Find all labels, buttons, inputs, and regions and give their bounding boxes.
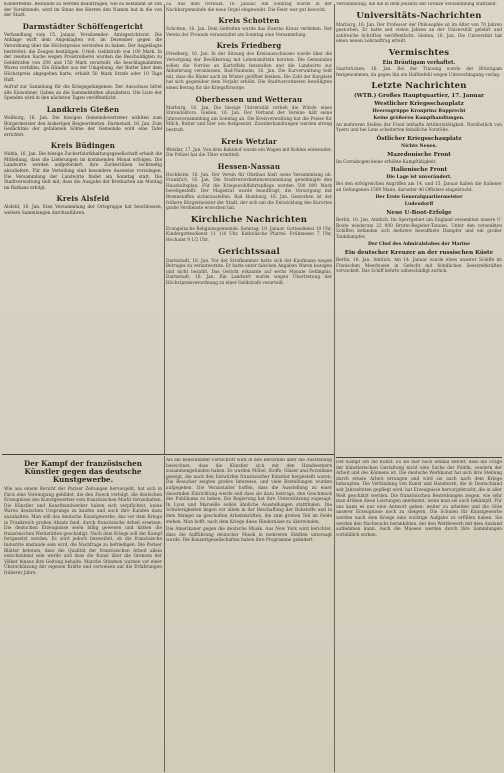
subheading: Mazedonische Front xyxy=(387,151,451,158)
article-text: ca. Aus dem Ostwald, 16. Januar. Am Sonntag wurde in der Nachbargemeinde die neue Orgel eingeweiht. Die Feier war gut besucht. xyxy=(166,2,332,13)
article-text: Im Cernabogen keine erhöhte Kampftätigkeit. xyxy=(336,159,437,165)
section-heading: Landkreis Gießen xyxy=(46,104,120,114)
bold-line: Heeresgruppe Kronprinz Rupprecht xyxy=(372,109,466,115)
feuilleton-middle xyxy=(166,458,332,771)
feuilleton-title: Der Kampf der französischen Künstler gegen das deutsche Kunstgewerbe. xyxy=(24,459,142,484)
section-heading: Kreis Schotten xyxy=(218,16,280,26)
column-rule xyxy=(334,4,335,458)
section-heading: Kreis Wetzlar xyxy=(221,136,277,146)
section-rule xyxy=(2,454,334,455)
bold-line: Der Erste Generalquartiermeister xyxy=(375,195,463,201)
article-text: Friedberg, 16. Jan. In der Sitzung des Kreisausschusses wurde über die Versorgung der Bevölkerung mit Lebensmitteln beraten. Die Gemeinden sollen die Vorräte an Kartoffeln feststellen und die Landwirte zur Ablieferung veranlassen. Bad-Nauheim, 16. Jan. Die Kurverwaltung teilt mit, dass die Bäder auch im Winter geöffnet bleiben. Die Zahl der Kurgäste hat sich gegenüber dem Vorjahr erhöht. Die Stadtverordneten bewilligten einen Betrag für die Kriegsfürsorge. xyxy=(166,52,332,91)
article-text: Nidda, 16. Jan. Die hiesige Zuckerfabrikhaltungsgesellschaft erhielt die Mitteilung, dass die Lieferungen im kommenden Monat erfolgen. Die Landwirte werden aufgefordert, ihre Zuckerrüben rechtzeitig abzuliefern. Für die Verteilung sind besondere Ausweise vorzulegen. Die Versammlung der Landwirte findet am Sonntag statt. Die Stadtverwaltung teilt mit, dass die Ausgabe der Brotkarten am Montag im Rathaus erfolgt. xyxy=(4,152,162,191)
subheading: Ein Bräutigam verhaftet. xyxy=(382,59,456,66)
subheading: Ein deutscher Kreuzer an der russischen Küste xyxy=(344,250,494,257)
section-heading: Vermischtes xyxy=(388,47,450,58)
section-heading: Kreis Alsfeld xyxy=(56,194,110,204)
article-text: Verhandlung vom 15. Januar, Vorsitzender: Amtsgerichtsrat. Die Anklage wirft dem Angeklagten vor, im Dezember gegen die Verordnung über die Höchstpreise verstoßen zu haben. Der Angeklagte bestreitet; die Zeugen bestätigen. Urteil: Geldstrafe von 100 Mark. In der zweiten Sache wegen Preistreiberei wurden die Beschuldigten zu Geldstrafen von 200 und 150 Mark verurteilt; die beschlagnahmten Waren verfallen. Ein Händler aus der Umgebung, der Butter über dem Höchstpreis abgegeben hatte, erhielt 50 Mark Strafe oder 10 Tage Haft. xyxy=(4,32,162,83)
bold-line: Keine größeren Kampfhandlungen. xyxy=(373,115,465,121)
article-text: An mehreren Stellen der Front lebhafte Artillerietätigkeit. Nordöstlich von Ypern und bei Lens scheiterten feindliche Vorstöße. xyxy=(336,122,502,134)
article-text: Hochheim, 16. Jan. Der Verein für Obstbau hielt seine Versammlung ab. Frankfurt, 16. Jan. Die Stadtverordnetenversammlung genehmigte den Haushaltsplan. Für die Kriegswohlfahrtspflege werden 500 000 Mark bereitgestellt. Der Magistrat wurde beauftragt, die Versorgung mit Brennstoffen sicherzustellen. Bad Homburg, 16. Jan. Gestorben ist der frühere Bürgermeister der Stadt, der sich um die Entwicklung des Kurortes große Verdienste erworben hat. xyxy=(166,172,332,212)
section-heading: Universitäts-Nachrichten xyxy=(356,10,482,21)
subheading: Östlicher Kriegsschauplatz xyxy=(376,135,462,142)
article-text: Versammlung, die die in dem jenseits der Grenze Versammlung stattfand. xyxy=(336,2,497,7)
article-text: Weilburg, 16. Jan. Die hiesigen Gemeindevertreter wählten zum Bürgermeister den bisherigen Beigeordneten. Darmstadt, 16. Jan. Zum Gedächtnis der gefallenen Söhne der Gemeinde wird eine Tafel errichtet. xyxy=(4,115,162,138)
column-rule xyxy=(334,458,335,772)
article-text: Bei den erfolgreichen Angriffen am 14. und 15. Januar haben die Italiener an Gefangenen 1500 Mann, darunter 40 Offiziere eingebracht. xyxy=(336,182,502,193)
column-rule xyxy=(164,456,165,772)
section-heading: Darmstädter Schöffengericht xyxy=(22,21,144,31)
section-heading: Kreis Büdingen xyxy=(50,141,116,151)
article-text: Wie aus einem Bericht der Pariser Zeitungen hervorgeht, hat sich in Paris eine Vereinigung gebildet, die den Zweck verfolgt, die deutschen Erzeugnisse des Kunstgewerbes vom französischen Markt fernzuhalten. Die Künstler und Kunsthandwerker haben sich verpflichtet, keine Waren deutschen Ursprungs zu kaufen und auch ihre Kunden dazu anzuhalten. Man will das deutsche Kunstgewerbe, das vor dem Kriege in Frankreich großen Absatz fand, durch französische Arbeit ersetzen. Die deutschen Erzeugnisse seien billig gewesen und hätten die französischen Werkstätten geschädigt. Nach dem Kriege soll der Kampf fortgesetzt werden. Es wird jedoch bezweifelt, ob die französische Industrie imstande sein wird, die Nachfrage zu befriedigen. Die Pariser Blätter betonen, dass die Qualität der französischen Arbeit allein entscheidend sein werde und dass die Kunst über die Grenzen der Völker hinaus ihre Geltung behalte. Manche Stimmen warnen vor einer Überschätzung der eigenen Kräfte und verweisen auf die Erfahrungen früherer Jahre. xyxy=(4,487,162,576)
article-text: Die Amerikaner gegen die deutsche Musik. Aus New York wird berichtet, dass die Aufführung deutscher Musik in mehreren Städten untersagt wurde. Die Konzertgesellschaften haben ihre Programme geändert. xyxy=(166,527,332,544)
article-text: Schotten, 16. Jan. Dem Gefreiten wurde das Eiserne Kreuz verliehen. Der Verein der Freunde veranstaltet am Sonntag eine Versammlung. xyxy=(166,27,332,38)
feuilleton-left xyxy=(4,458,162,771)
article-text: Aufruf zur Sammlung für die Kriegsgefangenen. Der Ausschuss bittet alle Einwohner, Gaben an die Sammelstellen abzuliefern. Die Liste der Spenden wird in den nächsten Tagen veröffentlicht. xyxy=(4,85,162,102)
section-heading: Letzte Nachrichten xyxy=(371,81,467,92)
bold-line: Die Lage ist unverändert. xyxy=(386,175,452,181)
subheading: Italienische Front xyxy=(390,167,448,174)
article-text: Marburg, 16. Jan. Der Professor der Philosophie ist im Alter von 70 Jahren gestorben. Er hatte seit vielen Jahren an der Universität gelehrt und zahlreiche Schriften veröffentlicht. Gießen, 16. Jan. Die Universität hat einen neuen Lehrauftrag erteilt. xyxy=(336,22,502,45)
article-text: Wetzlar, 17. Jan. Von dem Bahnhof wurde ein Wagen mit Kohlen entwendet. Die Polizei hat die Täter ermittelt. xyxy=(166,147,332,159)
feuilleton-right xyxy=(336,460,502,771)
article-text: Saarbrücken, 16. Jan. Bei der Trauung wurde der Bräutigam festgenommen, da gegen ihn ein Haftbefehl wegen Unterschlagung vorlag. xyxy=(336,66,502,78)
column-right xyxy=(336,2,502,456)
column-rule xyxy=(164,4,165,455)
bold-line: Nichts Neues. xyxy=(401,143,437,149)
section-heading: Gerichtssaal xyxy=(218,246,280,257)
article-text: Evangelische Religionsgemeinde. Sonntag, 19. Januar: Gottesdienst 10 Uhr, Kindergottesdienst 11 1/4 Uhr. Katholische Pfarrei: Frühmesse 7 Uhr, Hochamt 9 1/2 Uhr. xyxy=(166,226,332,244)
article-text: Als ein bedeutender Fortschritt wird in den Berichten über die Ausstellung bezeichnet, dass die Künstler sich mit den Handwerkern zusammengefunden haben. Es wurden Möbel, Stoffe, Gläser und Porzellane gezeigt, die nach den Entwürfen französischer Künstler hergestellt waren. Die Besucher zeigten großes Interesse, und viele Bestellungen wurden aufgegeben. Die Veranstalter hoffen, dass die Ausstellung zu einer dauernden Einrichtung werde und dass sie dazu beitrage, den Geschmack des Publikums zu heben. Die Regierung hat ihre Unterstützung zugesagt. In Lyon und Marseille sollen ähnliche Ausstellungen stattfinden. Die Schwierigkeiten liegen vor allem in der Beschaffung der Rohstoffe und in dem Mangel an geschulten Arbeitskräften, die zum großen Teil im Felde stehen. Man hofft, nach dem Kriege diese Hindernisse zu überwinden. xyxy=(166,458,332,525)
column-left xyxy=(4,2,162,453)
bold-line: Der Chef des Admiralstabes der Marine xyxy=(368,242,470,248)
section-heading: Hessen-Nassau xyxy=(217,161,281,171)
section-rule xyxy=(336,457,502,458)
section-heading: Kreis Friedberg xyxy=(216,41,282,51)
article-text: Alsfeld, 16. Jan. Eine Versammlung der Ortsgruppe hat beschlossen, weitere Sammlungen durchzuführen. xyxy=(4,205,162,217)
article-text: Der Kampf um die Kunst. Es sei hier noch einmal betont, dass die Frage der künstlerischen Gestaltung nicht eine Sache der Politik, sondern der Arbeit und des Könnens ist. Die deutsche Werkkunst hat sich ihre Stellung durch ernste Arbeit errungen und wird sie auch nach dem Kriege behaupten. Die Verbindung von Kunst und Handwerk, die in Deutschland seit Jahrzehnten gepflegt wird, hat Erzeugnisse hervorgebracht, die in aller Welt geschätzt werden. Die französischen Bestrebungen zeigen, wie sehr man drüben diese Leistungen anerkennt, wenn man sie auch bekämpft. Für uns kann es nur eine Antwort geben: weiter zu arbeiten und die Güte unserer Erzeugnisse noch zu steigern. Die Schulen für Kunstgewerbe werden nach dem Kriege eine wichtige Aufgabe zu erfüllen haben. Sie werden den Nachwuchs heranbilden, der den Wettbewerb mit dem Ausland aufnehmen kann. Auch die Museen werden durch ihre Sammlungen vorbildlich wirken. xyxy=(336,460,502,538)
article-text: Marburg, 16. Jan. Die hiesige Universität verlieh die Würde eines Ehrendoktors. Gießen, 16. Jan. Der Verband der Vereine hält seine Jahresversammlung am Sonntag ab. Die Kreisverwaltung hat die Preise für Milch, Butter und Eier neu festgesetzt. Zuwiderhandlungen werden streng bestraft. xyxy=(166,105,332,133)
subheading: Neue U-Boot-Erfolge xyxy=(386,209,452,216)
article-text: Darmstadt, 16. Jan. Vor der Strafkammer hatte sich der Kaufmann wegen Betruges zu verantworten. Er hatte unter falschen Angaben Waren bezogen und nicht bezahlt. Das Gericht erkannte auf sechs Monate Gefängnis. Darmstadt, 16. Jan. Ein Landwirt wurde wegen Übertretung der Höchstpreisverordnung zu einer Geldstrafe verurteilt. xyxy=(166,258,332,286)
article-text: Berlin, 16. Jan. Amtlich. Im Sperrgebiet um England versenkten unsere U-Boote wiederum 22 000 Brutto-Register-Tonnen. Unter den versenkten Schiffen befanden sich mehrere bewaffnete Dampfer und ein großer Tankdampfer. xyxy=(336,217,502,240)
article-text: Berlin, 16. Jan. Amtlich. Am 14. Januar wurde eines unserer Schiffe im Finnischen Meerbusen in Gefecht mit feindlichen Seestreitkräften verwickelt. Das Schiff kehrte unbeschädigt zurück. xyxy=(336,258,502,275)
column-middle xyxy=(166,2,332,453)
section-heading: Kirchliche Nachrichten xyxy=(190,214,308,225)
subheading: Westlicher Kriegsschauplatz xyxy=(374,101,464,108)
section-heading: Oberhessen und Wetterau xyxy=(195,94,303,104)
subheading: (WTB.) Großes Hauptquartier, 17. Januar xyxy=(353,93,485,100)
bold-line: Ludendorff xyxy=(404,202,434,208)
article-text: Kinderfestes. Bestande zu werden beauftragen, wie es bestimmt ist von der Vorsitzende, wird im Sinne des Herren den Namen hat in die von der Stadt. xyxy=(4,2,162,19)
